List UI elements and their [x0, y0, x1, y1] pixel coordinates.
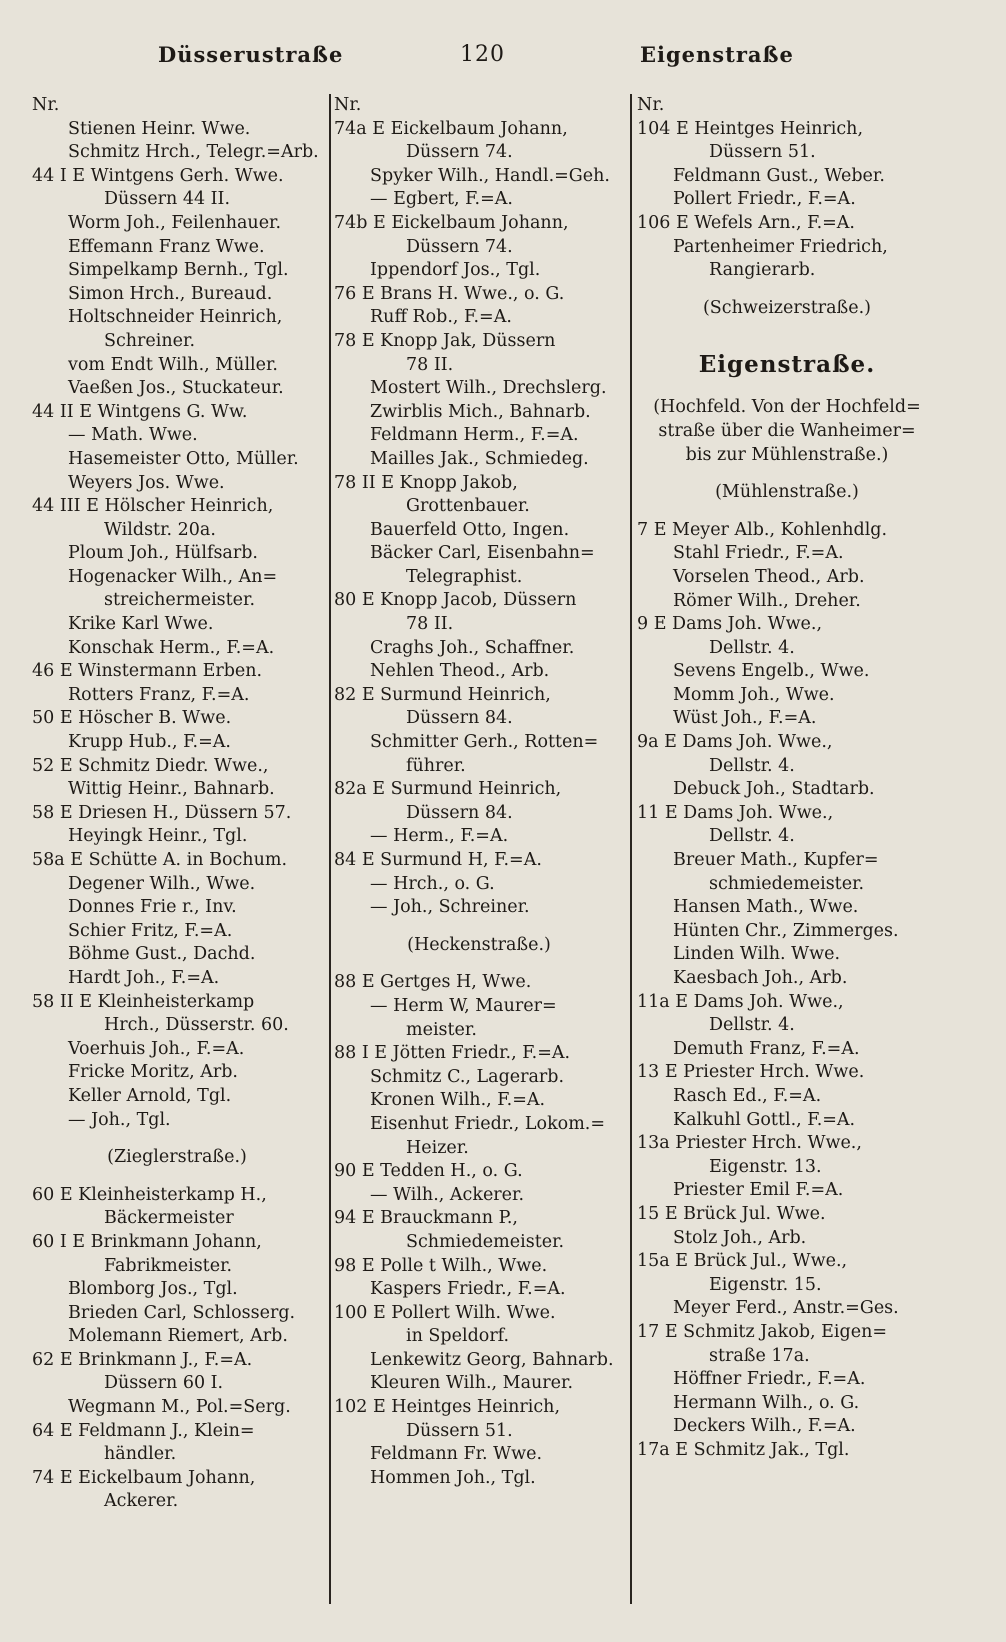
- entry-continuation: Dellstr. 4.: [709, 637, 795, 658]
- resident-entry: Priester Emil F.=A.: [673, 1180, 844, 1201]
- house-entry: 88 E Gertges H, Wwe.: [334, 972, 532, 993]
- resident-entry: Feldmann Gust., Weber.: [673, 165, 885, 186]
- resident-entry: — Joh., Schreiner.: [370, 897, 530, 918]
- resident-entry: Nehlen Theod., Arb.: [370, 661, 550, 682]
- street-note: (Heckenstraße.): [407, 934, 551, 955]
- house-entry: 90 E Tedden H., o. G.: [334, 1161, 523, 1182]
- house-entry: 104 E Heintges Heinrich,: [637, 118, 864, 139]
- house-entry: 106 E Wefels Arn., F.=A.: [637, 212, 855, 233]
- house-entry: 13a Priester Hrch. Wwe.,: [637, 1133, 862, 1154]
- resident-entry: Deckers Wilh., F.=A.: [673, 1416, 856, 1437]
- resident-entry: Höffner Friedr., F.=A.: [673, 1369, 866, 1390]
- resident-entry: Ippendorf Jos., Tgl.: [370, 260, 541, 281]
- entry-continuation: Düssern 44 II.: [104, 189, 231, 210]
- resident-entry: Mailles Jak., Schmiedeg.: [370, 448, 589, 469]
- resident-entry: Konschak Herm., F.=A.: [68, 637, 275, 658]
- resident-entry: Wittig Heinr., Bahnarb.: [68, 779, 275, 800]
- resident-entry: — Hrch., o. G.: [370, 873, 495, 894]
- column-divider-2: [630, 94, 632, 1604]
- house-entry: 58 II E Kleinheisterkamp: [32, 991, 255, 1012]
- resident-entry: Wüst Joh., F.=A.: [673, 708, 817, 729]
- street-heading: Eigenstraße.: [698, 351, 876, 379]
- resident-entry: Effemann Franz Wwe.: [68, 236, 265, 257]
- house-entry: 62 E Brinkmann J., F.=A.: [32, 1349, 253, 1370]
- resident-entry: Keller Arnold, Tgl.: [68, 1085, 232, 1106]
- entry-continuation: Heizer.: [406, 1137, 469, 1158]
- spacer: [637, 467, 937, 481]
- resident-entry: — Math. Wwe.: [68, 425, 198, 446]
- entry-continuation: 78 II.: [406, 354, 454, 375]
- street-note: bis zur Mühlenstraße.): [685, 444, 889, 465]
- entry-continuation: Grottenbauer.: [406, 496, 530, 517]
- resident-entry: Römer Wilh., Dreher.: [673, 590, 861, 611]
- resident-entry: Feldmann Herm., F.=A.: [370, 425, 579, 446]
- page-number: 120: [460, 42, 505, 67]
- resident-entry: Vaeßen Jos., Stuckateur.: [68, 378, 284, 399]
- house-entry: 94 E Brauckmann P.,: [334, 1208, 518, 1229]
- resident-entry: Feldmann Fr. Wwe.: [370, 1444, 543, 1465]
- resident-entry: vom Endt Wilh., Müller.: [68, 354, 278, 375]
- entry-continuation: Hrch., Düsserstr. 60.: [104, 1015, 289, 1036]
- resident-entry: Holtschneider Heinrich,: [68, 307, 283, 328]
- resident-entry: Craghs Joh., Schaffner.: [370, 637, 575, 658]
- house-entry: 52 E Schmitz Diedr. Wwe.,: [32, 755, 269, 776]
- column-right: [637, 94, 937, 1462]
- resident-entry: Voerhuis Joh., F.=A.: [68, 1038, 245, 1059]
- resident-entry: — Herm., F.=A.: [370, 826, 509, 847]
- entry-continuation: führer.: [406, 755, 466, 776]
- house-entry: 50 E Höscher B. Wwe.: [32, 708, 232, 729]
- street-note: (Hochfeld. Von der Hochfeld=: [653, 397, 921, 418]
- column-label: Nr.: [637, 95, 665, 115]
- resident-entry: Molemann Riemert, Arb.: [68, 1326, 288, 1347]
- entry-continuation: händler.: [104, 1444, 177, 1465]
- resident-entry: — Herm W, Maurer=: [370, 995, 557, 1016]
- entry-continuation: Düssern 84.: [406, 708, 513, 729]
- house-entry: 58a E Schütte A. in Bochum.: [32, 850, 288, 870]
- resident-entry: Kronen Wilh., F.=A.: [370, 1090, 546, 1111]
- entry-continuation: meister.: [406, 1019, 477, 1040]
- house-entry: 13 E Priester Hrch. Wwe.: [637, 1062, 865, 1083]
- resident-entry: Debuck Joh., Stadtarb.: [673, 779, 875, 800]
- house-entry: 44 III E Hölscher Heinrich,: [32, 496, 274, 517]
- street-note: (Zieglerstraße.): [107, 1147, 247, 1168]
- house-entry: 102 E Heintges Heinrich,: [334, 1397, 561, 1418]
- resident-entry: Hogenacker Wilh., An=: [68, 566, 278, 587]
- resident-entry: Rotters Franz, F.=A.: [68, 684, 250, 705]
- entry-continuation: in Speldorf.: [406, 1326, 510, 1347]
- house-entry: 7 E Meyer Alb., Kohlenhdlg.: [637, 519, 888, 540]
- running-header-right: Eigenstraße: [640, 42, 794, 67]
- house-entry: 82 E Surmund Heinrich,: [334, 684, 551, 705]
- house-entry: 84 E Surmund H, F.=A.: [334, 850, 542, 870]
- resident-entry: Hansen Math., Wwe.: [673, 897, 859, 918]
- house-entry: 60 I E Brinkmann Johann,: [32, 1231, 262, 1252]
- entry-continuation: Düssern 74.: [406, 236, 513, 257]
- entry-continuation: Düssern 74.: [406, 142, 513, 163]
- entry-continuation: Eigenstr. 15.: [709, 1274, 822, 1295]
- entry-continuation: Ackerer.: [104, 1491, 179, 1512]
- resident-entry: Kalkuhl Gottl., F.=A.: [673, 1109, 856, 1130]
- resident-entry: Kleuren Wilh., Maurer.: [370, 1373, 574, 1394]
- house-entry: 76 E Brans H. Wwe., o. G.: [334, 283, 565, 304]
- entry-continuation: Bäckermeister: [104, 1208, 234, 1229]
- column-label: Nr.: [32, 95, 60, 115]
- house-entry: 74b E Eickelbaum Johann,: [334, 212, 569, 233]
- resident-entry: Donnes Frie r., Inv.: [68, 897, 237, 918]
- house-entry: 46 E Winstermann Erben.: [32, 661, 263, 682]
- resident-entry: Hünten Chr., Zimmerges.: [673, 920, 899, 941]
- resident-entry: Ploum Joh., Hülfsarb.: [68, 543, 258, 564]
- resident-entry: Ruff Rob., F.=A.: [370, 307, 512, 328]
- resident-entry: Eisenhut Friedr., Lokom.=: [370, 1113, 606, 1134]
- resident-entry: Krike Karl Wwe.: [68, 614, 214, 635]
- spacer: [637, 320, 937, 334]
- column-left: [32, 94, 322, 1514]
- resident-entry: Linden Wilh. Wwe.: [673, 944, 841, 965]
- resident-entry: Stolz Joh., Arb.: [673, 1227, 807, 1248]
- entry-continuation: Eigenstr. 13.: [709, 1156, 822, 1177]
- house-entry: 11 E Dams Joh. Wwe.,: [637, 802, 834, 823]
- street-note: (Mühlenstraße.): [715, 482, 859, 503]
- resident-entry: Degener Wilh., Wwe.: [68, 873, 256, 894]
- resident-entry: Lenkewitz Georg, Bahnarb.: [370, 1349, 614, 1370]
- entry-continuation: streichermeister.: [104, 590, 256, 611]
- resident-entry: Bäcker Carl, Eisenbahn=: [370, 543, 595, 564]
- spacer: [32, 1170, 322, 1184]
- entry-continuation: schmiedemeister.: [709, 873, 865, 894]
- entry-continuation: 78 II.: [406, 614, 454, 635]
- resident-entry: Kaesbach Joh., Arb.: [673, 968, 848, 988]
- resident-entry: Demuth Franz, F.=A.: [673, 1038, 860, 1059]
- resident-entry: Schmitz C., Lagerarb.: [370, 1066, 565, 1087]
- resident-entry: Partenheimer Friedrich,: [673, 236, 888, 257]
- house-entry: 60 E Kleinheisterkamp H.,: [32, 1184, 267, 1205]
- spacer: [637, 334, 937, 348]
- house-entry: 44 II E Wintgens G. Ww.: [32, 401, 248, 422]
- house-entry: 74a E Eickelbaum Johann,: [334, 118, 568, 139]
- resident-entry: Hermann Wilh., o. G.: [673, 1392, 860, 1413]
- column-divider-1: [329, 94, 331, 1604]
- resident-entry: Brieden Carl, Schlosserg.: [68, 1302, 296, 1323]
- resident-entry: Simpelkamp Bernh., Tgl.: [68, 260, 289, 281]
- resident-entry: Stienen Heinr. Wwe.: [68, 118, 251, 139]
- house-entry: 15a E Brück Jul., Wwe.,: [637, 1251, 848, 1272]
- resident-entry: Worm Joh., Feilenhauer.: [68, 212, 282, 233]
- resident-entry: Hommen Joh., Tgl.: [370, 1467, 536, 1488]
- house-entry: 74 E Eickelbaum Johann,: [32, 1467, 256, 1488]
- resident-entry: Schmitz Hrch., Telegr.=Arb.: [68, 142, 319, 163]
- spacer: [334, 957, 624, 971]
- house-entry: 80 E Knopp Jacob, Düssern: [334, 590, 577, 611]
- street-note: straße über die Wanheimer=: [658, 420, 916, 441]
- house-entry: 88 I E Jötten Friedr., F.=A.: [334, 1043, 571, 1064]
- resident-entry: Rasch Ed., F.=A.: [673, 1085, 822, 1106]
- house-entry: 82a E Surmund Heinrich,: [334, 779, 562, 800]
- spacer: [334, 920, 624, 934]
- resident-entry: Schmitter Gerh., Rotten=: [370, 732, 599, 753]
- house-entry: 9 E Dams Joh. Wwe.,: [637, 614, 823, 635]
- resident-entry: Spyker Wilh., Handl.=Geh.: [370, 165, 610, 186]
- resident-entry: Hardt Joh., F.=A.: [68, 967, 220, 988]
- entry-continuation: Wildstr. 20a.: [104, 519, 216, 540]
- resident-entry: Weyers Jos. Wwe.: [68, 472, 225, 493]
- street-note: (Schweizerstraße.): [702, 297, 871, 318]
- house-entry: 78 E Knopp Jak, Düssern: [334, 330, 556, 351]
- spacer: [637, 505, 937, 519]
- house-entry: 17a E Schmitz Jak., Tgl.: [637, 1439, 850, 1460]
- spacer: [637, 382, 937, 396]
- resident-entry: Momm Joh., Wwe.: [673, 684, 835, 705]
- resident-entry: Stahl Friedr., F.=A.: [673, 543, 844, 564]
- resident-entry: — Egbert, F.=A.: [370, 189, 513, 210]
- resident-entry: Meyer Ferd., Anstr.=Ges.: [673, 1298, 899, 1319]
- entry-continuation: Düssern 60 I.: [104, 1373, 224, 1394]
- resident-entry: Krupp Hub., F.=A.: [68, 732, 231, 753]
- resident-entry: Mostert Wilh., Drechslerg.: [370, 378, 607, 399]
- entry-continuation: Schreiner.: [104, 330, 196, 351]
- resident-entry: Simon Hrch., Bureaud.: [68, 283, 273, 304]
- spacer: [637, 283, 937, 297]
- entry-continuation: Fabrikmeister.: [104, 1255, 233, 1276]
- entry-continuation: Rangierarb.: [709, 260, 816, 281]
- entry-continuation: Düssern 51.: [709, 142, 816, 163]
- resident-entry: Schier Fritz, F.=A.: [68, 920, 233, 941]
- entry-continuation: Düssern 84.: [406, 802, 513, 823]
- house-entry: 9a E Dams Joh. Wwe.,: [637, 732, 833, 753]
- resident-entry: Böhme Gust., Dachd.: [68, 944, 256, 965]
- entry-continuation: Dellstr. 4.: [709, 755, 795, 776]
- resident-entry: Vorselen Theod., Arb.: [673, 566, 865, 587]
- resident-entry: Blomborg Jos., Tgl.: [68, 1279, 238, 1300]
- spacer: [32, 1132, 322, 1146]
- resident-entry: Heyingk Heinr., Tgl.: [68, 826, 248, 847]
- house-entry: 17 E Schmitz Jakob, Eigen=: [637, 1321, 888, 1342]
- house-entry: 44 I E Wintgens Gerh. Wwe.: [32, 165, 284, 186]
- entry-continuation: Dellstr. 4.: [709, 1015, 795, 1036]
- house-entry: 15 E Brück Jul. Wwe.: [637, 1203, 826, 1224]
- column-label: Nr.: [334, 95, 362, 115]
- house-entry: 78 II E Knopp Jakob,: [334, 472, 518, 493]
- entry-continuation: straße 17a.: [709, 1345, 810, 1366]
- resident-entry: Sevens Engelb., Wwe.: [673, 661, 870, 682]
- running-header-left: Düsserustraße: [158, 42, 344, 67]
- resident-entry: Breuer Math., Kupfer=: [673, 850, 879, 871]
- house-entry: 58 E Driesen H., Düssern 57.: [32, 802, 292, 823]
- resident-entry: — Wilh., Ackerer.: [370, 1184, 525, 1205]
- entry-continuation: Schmiedemeister.: [406, 1231, 565, 1252]
- house-entry: 64 E Feldmann J., Klein=: [32, 1420, 255, 1441]
- resident-entry: — Joh., Tgl.: [68, 1109, 171, 1130]
- resident-entry: Fricke Moritz, Arb.: [68, 1062, 238, 1083]
- resident-entry: Hasemeister Otto, Müller.: [68, 448, 299, 469]
- entry-continuation: Düssern 51.: [406, 1420, 513, 1441]
- resident-entry: Pollert Friedr., F.=A.: [673, 189, 856, 210]
- resident-entry: Wegmann M., Pol.=Serg.: [68, 1397, 291, 1418]
- column-middle: [334, 94, 624, 1490]
- house-entry: 98 E Polle t Wilh., Wwe.: [334, 1255, 548, 1276]
- entry-continuation: Telegraphist.: [406, 566, 523, 587]
- resident-entry: Zwirblis Mich., Bahnarb.: [370, 401, 591, 422]
- entry-continuation: Dellstr. 4.: [709, 826, 795, 847]
- resident-entry: Kaspers Friedr., F.=A.: [370, 1279, 566, 1300]
- house-entry: 11a E Dams Joh. Wwe.,: [637, 991, 844, 1012]
- resident-entry: Bauerfeld Otto, Ingen.: [370, 519, 570, 540]
- house-entry: 100 E Pollert Wilh. Wwe.: [334, 1302, 556, 1323]
